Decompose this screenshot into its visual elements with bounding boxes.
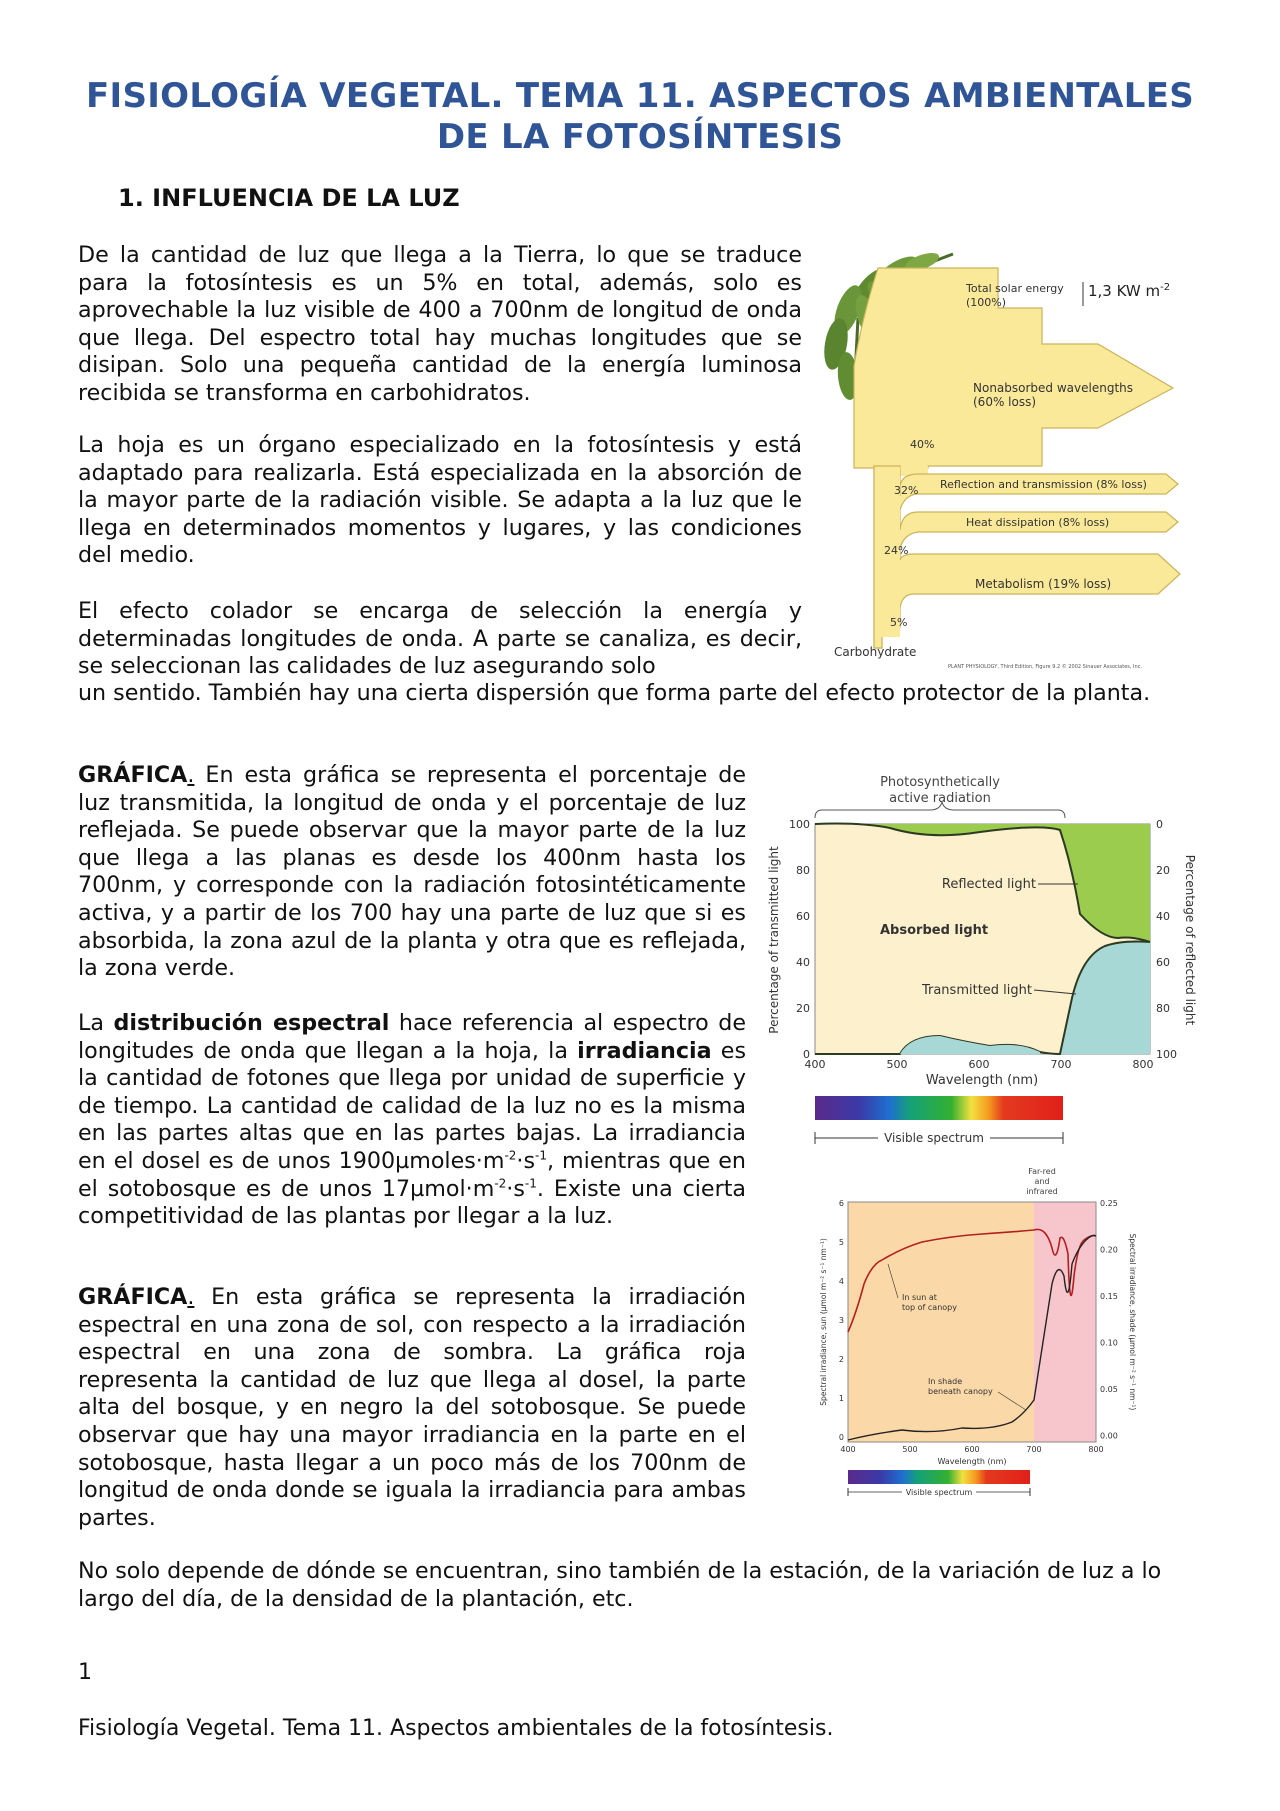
y-tick-right-3: 0.10 [1100, 1338, 1118, 1348]
page-number: 1 [78, 1660, 92, 1685]
x-tick-3: 600 [964, 1445, 980, 1454]
grafica-dot-2: . [187, 1284, 195, 1310]
p5-text-4: ·s [516, 1147, 536, 1174]
p5-bold-1: distribución espectral [113, 1010, 390, 1036]
y-tick-right: 20 [1156, 864, 1170, 877]
y-tick-right: 80 [1156, 1002, 1170, 1015]
paragraph-3a: El efecto colador se encarga de selección la energía y determinadas longitudes de onda. A parte se canaliza, es decir, se seleccionan las calidades de luz asegurando solo [78, 598, 802, 680]
p5-sup-3: -2 [494, 1176, 507, 1191]
y-tick-right-3: 0.00 [1100, 1431, 1118, 1441]
label-visible-spectrum-3: Visible spectrum [905, 1488, 973, 1497]
y-axis-left [789, 818, 810, 1061]
x-tick: 500 [886, 1058, 908, 1071]
label-visible-spectrum: Visible spectrum [884, 1131, 984, 1145]
y-axis-right [1156, 818, 1177, 1061]
label-sun-1: In sun at [902, 1293, 937, 1302]
p5-text-7: . Existe una cierta competitividad de las plantas por llegar a la luz. [78, 1175, 746, 1230]
ylabel-left: Percentage of transmitted light [767, 846, 781, 1034]
x-tick-3: 500 [902, 1445, 918, 1454]
label-farred-2: and [1034, 1177, 1050, 1186]
y-tick-left: 100 [789, 818, 810, 831]
label-metabolism: Metabolism (19% loss) [975, 577, 1112, 591]
paragraph-3b: un sentido. También hay una cierta dispersión que forma parte del efecto protector de la planta. [78, 680, 1151, 706]
page-footer: Fisiología Vegetal. Tema 11. Aspectos ambientales de la fotosíntesis. [78, 1716, 834, 1741]
section-heading: 1. INFLUENCIA DE LA LUZ [118, 184, 460, 212]
label-absorbed: Absorbed light [880, 923, 989, 938]
label-nonabsorbed: Nonabsorbed wavelengths [973, 381, 1134, 395]
grafica-dot-1: . [187, 762, 195, 788]
visible-spectrum-bar-3 [848, 1470, 1030, 1498]
x-tick-3: 400 [840, 1445, 856, 1454]
y-tick-left-3: 6 [838, 1199, 844, 1208]
label-reflection: Reflection and transmission (8% loss) [940, 478, 1147, 491]
paragraph-6-text: En esta gráfica se representa la irradiación espectral en una zona de sol, con respecto a la irradiación espectral en una zona de sombra. La gráfica roja representa la cantidad de luz que llega al dosel, la parte alta del bosque, y en negro la del sotobosque. Se puede observar que hay una mayor irradiancia en la parte en el sotobosque, hasta llegar a un poco más de los 700nm de longitud de onda donde se iguala la irradiancia para ambas partes. [78, 1284, 746, 1531]
page-title [60, 76, 1220, 158]
label-farred-1: Far-red [1028, 1167, 1056, 1176]
x-tick: 600 [968, 1058, 990, 1071]
paragraph-2: La hoja es un órgano especializado en la fotosíntesis y está adaptado para realizarla. Está especializada en la absorción de la mayor parte de la radiación visible. Se adapta a la luz que le llega en determinados momentos y lugares, y las condiciones del medio. [78, 432, 802, 569]
visible-spectrum-bar [815, 1096, 1063, 1146]
y-axis-left-3 [839, 1199, 844, 1442]
label-par-2: active radiation [889, 791, 991, 806]
x-axis-3 [840, 1445, 1103, 1454]
y-tick-right: 0 [1156, 818, 1163, 831]
label-transmitted: Transmitted light [921, 983, 1032, 998]
y-tick-left: 20 [796, 1002, 810, 1015]
paragraph-4 [78, 762, 746, 983]
grafica-label-1: GRÁFICA [78, 762, 188, 788]
label-shade-2: beneath canopy [928, 1387, 993, 1396]
x-tick-3: 700 [1026, 1445, 1042, 1454]
p5-text-2: hace referencia al espectro de longitudes de onda que llegan a la hoja, la [78, 1010, 746, 1064]
y-tick-right: 60 [1156, 956, 1170, 969]
paragraph-1: De la cantidad de luz que llega a la Tierra, lo que se traduce para la fotosíntesis es un 5% en total, además, solo es aprovechable la luz visible de 400 a 700nm de longitud de onda que llega. Del espectro total hay muchas longitudes que se disipan. Solo una pequeña cantidad de la energía luminosa recibida se transforma en carbohidratos. [78, 242, 802, 406]
y-tick-right-3: 0.25 [1100, 1199, 1118, 1208]
label-40pct: 40% [910, 438, 935, 451]
p5-text-3: es la cantidad de fotones que llega por unidad de superficie y de tiempo. La cantidad de calidad de la luz no es la misma en las partes altas que en las partes bajas. La irradiancia en el dosel es de unos 1900µmoles·m [78, 1037, 746, 1174]
x-tick-3: 800 [1088, 1445, 1104, 1454]
y-tick-right: 100 [1156, 1048, 1177, 1061]
label-heat: Heat dissipation (8% loss) [966, 516, 1110, 529]
y-tick-left-3: 5 [838, 1238, 844, 1247]
y-tick-left-3: 0 [838, 1433, 844, 1442]
p5-sup-4: -1 [524, 1176, 537, 1191]
label-carbohydrate: Carbohydrate [834, 645, 917, 659]
y-axis-right-3 [1100, 1199, 1118, 1441]
xlabel: Wavelength (nm) [925, 1073, 1039, 1088]
energy-flow-arrows [854, 268, 1180, 648]
title-line-1: FISIOLOGÍA VEGETAL. TEMA 11. ASPECTOS AMBIENTALES [85, 76, 1195, 116]
label-total-pct: (100%) [966, 296, 1007, 309]
label-5pct: 5% [890, 616, 908, 629]
paragraph-5 [78, 1010, 746, 1231]
x-axis [805, 1058, 1154, 1071]
label-shade-1: In shade [928, 1377, 963, 1386]
ylabel-right: Percentage of reflected light [1183, 854, 1197, 1026]
p5-sup-1: -2 [504, 1148, 517, 1163]
y-tick-right: 40 [1156, 910, 1170, 923]
y-tick-left-3: 1 [838, 1394, 844, 1403]
label-sun-2: top of canopy [902, 1303, 957, 1312]
spectral-irradiance-chart [812, 1164, 1142, 1500]
paragraph-4-text: En esta gráfica se representa el porcentaje de luz transmitida, la longitud de onda y el porcentaje de luz reflejada. Se puede observar que la mayor parte de la luz que llega a las planas es desde los 400nm hasta los 700nm, y corresponde con la radiación fotosintéticamente activa, y a partir de los 700 hay una parte de luz que si es absorbida, la zona azul de la planta y otra que es reflejada, la zona verde. [78, 762, 746, 982]
y-tick-right-3: 0.05 [1100, 1385, 1118, 1394]
xlabel-3: Wavelength (nm) [937, 1457, 1007, 1466]
x-tick: 800 [1132, 1058, 1154, 1071]
y-tick-left-3: 4 [838, 1277, 844, 1286]
label-24pct: 24% [884, 544, 909, 557]
label-nonabsorbed-pct: (60% loss) [973, 395, 1037, 409]
y-tick-left: 40 [796, 956, 810, 969]
y-tick-left: 80 [796, 864, 810, 877]
y-tick-left: 60 [796, 910, 810, 923]
p5-sup-2: -1 [535, 1148, 548, 1163]
x-tick: 700 [1050, 1058, 1072, 1071]
ylabel-left-3: Spectral irradiance, sun (µmol m⁻² s⁻¹ nm⁻¹) [819, 1238, 828, 1406]
label-reflected: Reflected light [941, 877, 1036, 892]
label-kw: 1,3 KW $m^{-2}$ [1088, 282, 1171, 300]
p5-bold-2: irradiancia [577, 1037, 712, 1064]
ylabel-right-3: Spectral irradiance, shade (µmol m⁻² s⁻¹ nm⁻¹) [1128, 1233, 1137, 1411]
paragraph-7: No solo depende de dónde se encuentran, sino también de la estación, de la variación de luz a lo largo del día, de la densidad de la plantación, etc. [78, 1558, 1162, 1612]
figure-credit: PLANT PHYSIOLOGY, Third Edition, Figure 9.2 © 2002 Sinauer Associates, Inc. [948, 664, 1143, 670]
label-32pct: 32% [894, 484, 919, 497]
p5-text-1: La [78, 1010, 114, 1036]
label-par-1: Photosynthetically [880, 775, 1000, 790]
y-tick-right-3: 0.20 [1100, 1245, 1118, 1255]
p5-text-5: , mientras que en el sotobosque es de unos 17µmol·m [78, 1147, 746, 1202]
p5-text-6: ·s [506, 1175, 525, 1202]
x-tick: 400 [804, 1058, 826, 1071]
energy-flow-figure [818, 248, 1202, 672]
y-tick-left: 0 [803, 1048, 810, 1061]
light-absorption-chart [760, 766, 1200, 1156]
paragraph-6 [78, 1284, 746, 1532]
y-tick-right-3: 0.15 [1100, 1292, 1118, 1301]
y-tick-left-3: 2 [838, 1355, 844, 1364]
title-line-2: DE LA FOTOSÍNTESIS [436, 117, 844, 157]
label-farred-3: infrared [1026, 1187, 1058, 1196]
label-total-solar: Total solar energy [966, 282, 1064, 295]
grafica-label-2: GRÁFICA [78, 1284, 188, 1310]
y-tick-left-3: 3 [838, 1316, 844, 1325]
